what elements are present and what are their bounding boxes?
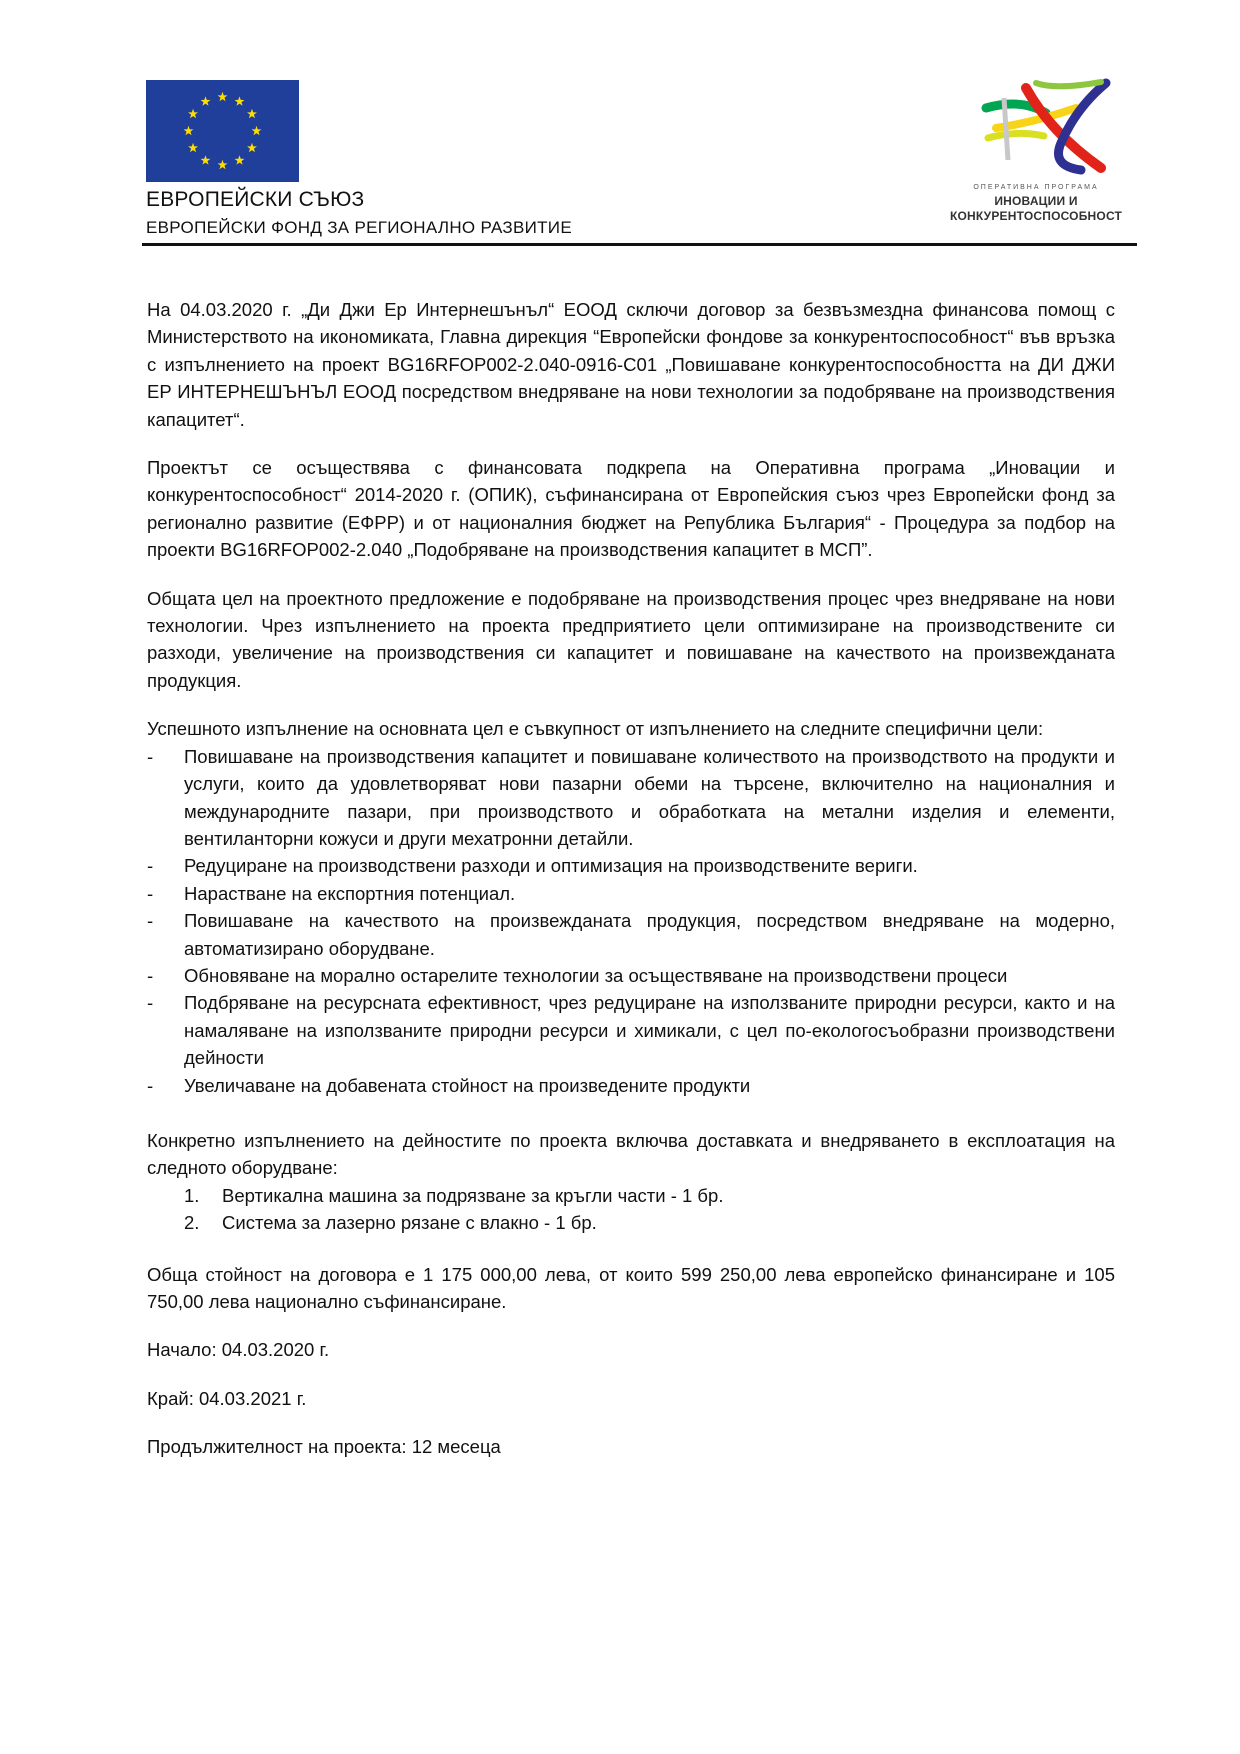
list-item (147, 1182, 1115, 1209)
end-date: Край: 04.03.2021 г. (147, 1387, 307, 1409)
list-item: - Подбряване на ресурсната ефективност, чрез редуциране на използваните природни ресурси, както и на намаляване на използваните природни ресурси и химикали, с цел по-екологосъобразни производствени дейности (147, 989, 1115, 1071)
paragraph-goal: Общата цел на проектното предложение е подобряване на производствения процес чрез внедряване на нови технологии. Чрез изпълнението на проекта предприятието цели оптимизиране на производствените си разходи, увеличение на производствения си капацитет и повишаване на качеството на произвежданата продукция. (147, 587, 1115, 691)
op-name-line2: КОНКУРЕНТОСПОСОБНОСТ (949, 209, 1123, 223)
list-item: - Обновяване на морално остарелите технологии за осъществяване на производствени процеси (147, 962, 1115, 989)
list-item-text: Вертикална машина за подрязване за кръгли части - 1 бр. (222, 1184, 724, 1206)
header-divider (142, 243, 1137, 246)
list-number: 2. (184, 1212, 200, 1234)
opik-logo (936, 78, 1136, 228)
paragraph-funding: Проектът се осъществява с финансовата подкрепа на Оперативна програма „Иновации и конкурентоспособност“ 2014-2020 г. (ОПИК), съфинансирана от Европейския съюз чрез Европейски фонд за регионално развитие (ЕФРР) и от националния бюджет на Република България“ - Процедура за подбор на проекти BG16RFOP002-2.040 „Подобряване на производствения капацитет в МСП”. (147, 457, 1115, 561)
document-body (147, 296, 1115, 1482)
paragraph-contract: На 04.03.2020 г. „Ди Джи Ер Интернешънъл“ ЕООД сключи договор за безвъзмездна финансова помощ с Министерството на икономиката, Главна дирекция “Европейски фондове за конкурентоспособност“ във връзка с изпълнението на проект BG16RFOP002-2.040-0916-C01 „Повишаване конкурентоспособността на ДИ ДЖИ ЕР ИНТЕРНЕШЪНЪЛ ЕООД посредством внедряване на нови технологии за подобряване на производствения капацитет“. (147, 299, 1115, 430)
eu-flag-logo (146, 80, 299, 182)
list-item: - Повишаване на качеството на произвежданата продукция, посредством внедряване на модерно, автоматизирано оборудване. (147, 907, 1115, 962)
start-date: Начало: 04.03.2020 г. (147, 1339, 330, 1361)
list-item: - Повишаване на производствения капацитет и повишаване количеството на производството на продукти и услуги, които да удовлетворяват нови пазарни обеми на търсене, включително на националния и международните пазари, при производството и обработката на метални изделия и елементи, вентиланторни кожуси и други мехатронни детайли. (147, 743, 1115, 853)
project-duration: Продължителност на проекта: 12 месеца (147, 1436, 501, 1458)
list-item (147, 1209, 1115, 1236)
eu-title: ЕВРОПЕЙСКИ СЪЮЗ (146, 188, 365, 211)
page-header (146, 78, 1136, 246)
op-small-caption: ОПЕРАТИВНА ПРОГРАМА (973, 184, 1099, 191)
paragraph-equipment-intro: Конкретно изпълнението на дейностите по проекта включва доставката и внедряването в експлоатация на следното оборудване: (147, 1129, 1115, 1179)
equipment-list (147, 1182, 1115, 1237)
paragraph-specific-goals-intro: Успешното изпълнение на основната цел е съвкупност от изпълнението на следните специфични цели: (147, 718, 1044, 740)
eu-fund-subtitle: ЕВРОПЕЙСКИ ФОНД ЗА РЕГИОНАЛНО РАЗВИТИЕ (146, 218, 572, 237)
list-item: - Нарастване на експортния потенциал. (147, 880, 1115, 907)
list-item: - Увеличаване на добавената стойност на произведените продукти (147, 1072, 1115, 1099)
list-item-text: Система за лазерно рязане с влакно - 1 бр. (222, 1212, 597, 1234)
specific-goals-list (147, 743, 1115, 1099)
list-number: 1. (184, 1184, 200, 1206)
list-item: - Редуциране на производствени разходи и оптимизация на производствените вериги. (147, 852, 1115, 879)
paragraph-total-value: Обща стойност на договора е 1 175 000,00 лева, от които 599 250,00 лева европейско финансиране и 105 750,00 лева национално съфинансиране. (147, 1263, 1115, 1312)
op-name-line1: ИНОВАЦИИ И (994, 194, 1078, 208)
